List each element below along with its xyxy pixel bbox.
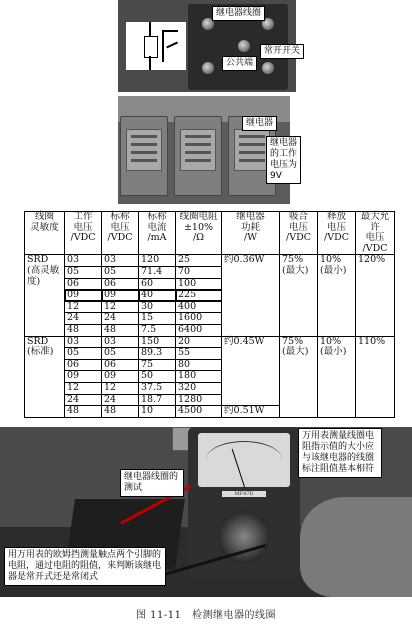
sensitivity-group-cell: SRD (高灵敏 度) [25, 255, 65, 336]
table-cell: 6400 [176, 324, 222, 336]
header-working-voltage: 工作 电压 /VDC [65, 212, 102, 255]
table-cell: 225 [176, 290, 222, 302]
header-rated-voltage: 标称 电压 /VDC [102, 212, 139, 255]
multimeter-brand: MF47D [222, 491, 266, 497]
table-cell: 24 [102, 394, 139, 406]
table-cell: 06 [65, 359, 102, 371]
table-cell: 09 [102, 290, 139, 302]
table-cell: 320 [176, 382, 222, 394]
table-cell: 03 [65, 336, 102, 348]
table-cell: 09 [65, 371, 102, 383]
table-cell: 1600 [176, 313, 222, 325]
table-cell: 150 [139, 336, 176, 348]
working-voltage-callout: 继电器 的工作 电压为 9V [266, 136, 301, 184]
header-sensitivity: 线圈 灵敏度 [25, 212, 65, 255]
table-cell: 7.5 [139, 324, 176, 336]
table-cell: 20 [176, 336, 222, 348]
table-cell: 48 [65, 324, 102, 336]
common-terminal-callout: 公共端 [222, 56, 257, 71]
table-cell: 15 [139, 313, 176, 325]
header-release-voltage: 释放 电压 /VDC [318, 212, 356, 255]
relay-image [174, 116, 222, 196]
table-cell: 180 [176, 371, 222, 383]
table-cell: 24 [65, 394, 102, 406]
table-row [25, 255, 395, 267]
table-cell: 06 [102, 359, 139, 371]
max-voltage-cell: 110% [356, 336, 395, 417]
relay-callout: 继电器 [242, 116, 277, 131]
coil-power-cell: 约0.45W [222, 336, 280, 406]
table-header-row [25, 212, 395, 255]
header-pickup-voltage: 吸合 电压 /VDC [280, 212, 318, 255]
header-max-voltage: 最大允许 电压 /VDC [356, 212, 395, 255]
table-cell: 09 [65, 290, 102, 302]
table-cell: 1280 [176, 394, 222, 406]
table-cell: 24 [65, 313, 102, 325]
release-voltage-cell: 10% (最小) [318, 255, 356, 336]
table-cell: 50 [139, 371, 176, 383]
coil-test-callout: 继电器线圈的测试 [120, 469, 184, 497]
table-cell: 09 [102, 371, 139, 383]
table-cell: 24 [102, 313, 139, 325]
table-cell: 4500 [176, 406, 222, 418]
max-voltage-cell: 120% [356, 255, 395, 336]
table-cell: 48 [65, 406, 102, 418]
table-cell: 100 [176, 278, 222, 290]
table-cell: 25 [176, 255, 222, 267]
coil-power-cell: 约0.36W [222, 255, 280, 336]
figure-caption: 图 11-11 检测继电器的线圈 [135, 610, 276, 621]
table-cell: 18.7 [139, 394, 176, 406]
table-cell: 37.5 [139, 382, 176, 394]
three-relays-photo [118, 96, 290, 204]
table-cell: 05 [102, 348, 139, 360]
table-cell: 120 [139, 255, 176, 267]
ohm-range-callout: 用万用表的欧姆挡测量触点两个引脚的电阻，通过电阻的阻值，来判断该继电器是常开式还是常闭式 [4, 547, 166, 586]
table-cell: 48 [102, 324, 139, 336]
table-cell: 71.4 [139, 266, 176, 278]
table-cell: 06 [65, 278, 102, 290]
table-cell: 03 [102, 336, 139, 348]
table-row [25, 336, 395, 348]
relay-spec-table [24, 211, 395, 418]
table-cell: 10 [139, 406, 176, 418]
pickup-voltage-cell: 75% (最大) [280, 255, 318, 336]
table-cell: 12 [102, 301, 139, 313]
normally-open-callout: 常开开关 [260, 44, 304, 59]
table-cell: 89.3 [139, 348, 176, 360]
table-cell: 05 [65, 266, 102, 278]
table-cell: 80 [176, 359, 222, 371]
table-cell: 05 [102, 266, 139, 278]
table-cell: 60 [139, 278, 176, 290]
table-cell: 12 [102, 382, 139, 394]
header-rated-current: 标称 电流 /mA [139, 212, 176, 255]
table-cell: 03 [102, 255, 139, 267]
header-coil-resistance: 线圈电阻 ±10% /Ω [176, 212, 222, 255]
table-cell: 12 [65, 382, 102, 394]
table-cell: 400 [176, 301, 222, 313]
release-voltage-cell: 10% (最小) [318, 336, 356, 417]
multimeter-icon [188, 427, 300, 577]
pickup-voltage-cell: 75% (最大) [280, 336, 318, 417]
hand [300, 497, 412, 597]
meter-reading-callout: 万用表测量线圈电阻指示值的大小应与该继电器的线圈标注阻值基本相符 [298, 428, 382, 478]
table-cell: 06 [102, 278, 139, 290]
table-cell: 05 [65, 348, 102, 360]
table-cell: 03 [65, 255, 102, 267]
relay-image [120, 116, 168, 196]
coil-callout: 继电器线圈 [212, 6, 265, 21]
table-cell: 70 [176, 266, 222, 278]
sensitivity-group-cell: SRD (标准) [25, 336, 65, 417]
coil-power-bottom-cell: 约0.51W [222, 406, 280, 418]
table-cell: 30 [139, 301, 176, 313]
relay-schematic-icon [126, 22, 186, 70]
table-cell: 48 [102, 406, 139, 418]
table-cell: 75 [139, 359, 176, 371]
table-cell: 55 [176, 348, 222, 360]
table-cell: 12 [65, 301, 102, 313]
header-coil-power: 继电器 功耗 /W [222, 212, 280, 255]
table-cell: 40 [139, 290, 176, 302]
